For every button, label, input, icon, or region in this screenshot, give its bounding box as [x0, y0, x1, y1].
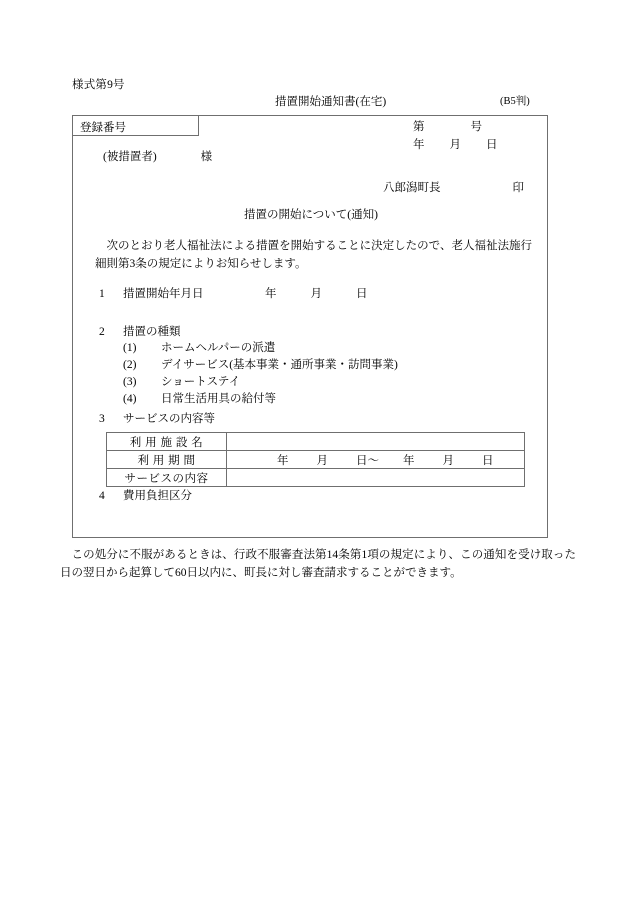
registration-number-label: 登録番号 [80, 122, 126, 134]
item-1-label: 措置開始年月日 [123, 288, 204, 300]
usage-period-input[interactable] [227, 451, 525, 469]
date-month: 月 [449, 139, 461, 151]
item-4-cost-burden [99, 487, 192, 503]
form-number: 様式第9号 [72, 79, 125, 91]
service-details-table [106, 432, 525, 487]
usage-period-fields [235, 452, 494, 468]
option-4-text: 日常生活用具の給付等 [161, 392, 276, 405]
list-item[interactable] [123, 374, 398, 391]
issuer-name: 八郎潟町長 [383, 182, 441, 194]
option-2-text: デイサービス(基本事業・通所事業・訪問事業) [161, 358, 398, 371]
seal-mark-icon: 印 [512, 182, 524, 194]
item-2-number: 2 [99, 326, 105, 338]
usage-period-label: 利 用 期 間 [107, 451, 227, 469]
document-number-line [413, 118, 482, 134]
paper-size-label: (B5判) [500, 96, 530, 107]
date-year: 年 [413, 139, 425, 151]
item-4-label: 費用負担区分 [123, 490, 192, 502]
list-item[interactable] [123, 357, 398, 374]
item-3-service-details [99, 410, 215, 426]
document-date-line [413, 136, 498, 152]
body-paragraph: 次のとおり老人福祉法による措置を開始することに決定したので、老人福祉法施行細則第3条の規定によりお知らせします。 [95, 240, 532, 270]
measure-type-options [123, 340, 398, 408]
item-1-year: 年 [265, 288, 277, 300]
period-end-month: 月 [442, 454, 454, 467]
facility-name-label: 利 用 施 設 名 [107, 433, 227, 451]
notice-title: 措置の開始について(通知) [244, 209, 378, 221]
item-4-number: 4 [99, 490, 105, 502]
registration-number-cell[interactable] [73, 116, 199, 136]
option-1-number: (1) [123, 342, 137, 354]
option-3-text: ショートステイ [161, 375, 241, 388]
list-item[interactable] [123, 391, 398, 408]
item-2-measure-type [99, 323, 181, 339]
period-end-year: 年 [403, 454, 415, 467]
item-1-number: 1 [99, 288, 105, 300]
option-4-number: (4) [123, 392, 137, 405]
option-2-number: (2) [123, 358, 137, 371]
item-1-month: 月 [310, 288, 322, 300]
period-start-month: 月 [316, 454, 328, 467]
document-title: 措置開始通知書(在宅) [275, 96, 387, 108]
item-1-measure-start-date [99, 285, 368, 301]
list-item[interactable] [123, 340, 398, 357]
recipient-honorific: 様 [200, 151, 213, 163]
recipient-label: (被措置者) [103, 151, 157, 163]
date-day: 日 [486, 139, 498, 151]
option-1-text: ホームヘルパーの派遣 [161, 342, 276, 354]
item-1-day: 日 [356, 288, 368, 300]
table-row [107, 433, 525, 451]
number-prefix: 第 [413, 121, 425, 133]
appeal-notice: この処分に不服があるときは、行政不服審査法第14条第1項の規定により、この通知を受け取った日の翌日から起算して60日以内に、町長に対し審査請求することができます。 [60, 549, 576, 580]
facility-name-input[interactable] [227, 433, 525, 451]
table-row [107, 469, 525, 487]
number-suffix: 号 [470, 121, 482, 133]
recipient-line [103, 148, 212, 164]
period-start-year: 年 [277, 454, 289, 467]
item-2-label: 措置の種類 [123, 326, 181, 338]
item-3-label: サービスの内容等 [123, 413, 215, 425]
option-3-number: (3) [123, 375, 137, 388]
form-frame [72, 115, 548, 538]
period-end-day: 日 [482, 454, 494, 467]
item-3-number: 3 [99, 413, 105, 425]
issuer-line [383, 179, 524, 195]
table-row [107, 451, 525, 469]
service-content-label: サービスの内容 [107, 469, 227, 487]
period-start-day: 日〜 [356, 454, 379, 467]
service-content-input[interactable] [227, 469, 525, 487]
